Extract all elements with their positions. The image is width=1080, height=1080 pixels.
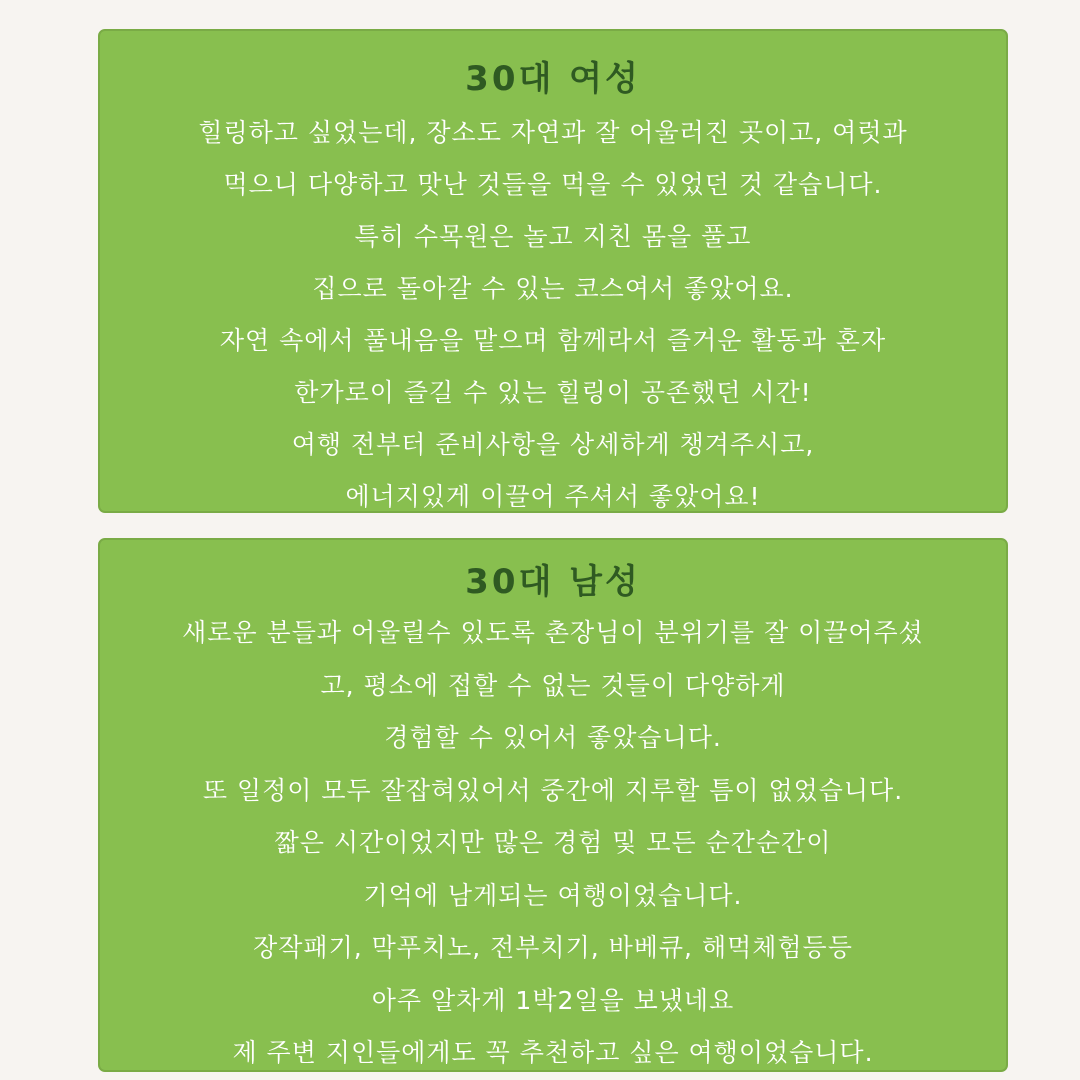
review-line: 경험할 수 있어서 좋았습니다. [384,723,722,752]
review-title: 30대 여성 [465,59,641,99]
review-line: 힐링하고 싶었는데, 장소도 자연과 잘 어울러진 곳이고, 여럿과 [198,118,908,147]
review-line: 새로운 분들과 어울릴수 있도록 촌장님이 분위기를 잘 이끌어주셨 [182,618,924,647]
review-line: 짧은 시간이었지만 많은 경험 및 모든 순간순간이 [274,828,832,857]
review-line: 장작패기, 막푸치노, 전부치기, 바베큐, 해먹체험등등 [253,933,853,962]
review-line: 아주 알차게 1박2일을 보냈네요 [371,985,735,1015]
review-line: 특히 수목원은 놀고 지친 몸을 풀고 [354,222,752,251]
review-line: 기억에 남게되는 여행이었습니다. [363,880,743,910]
review-line: 한가로이 즐길 수 있는 힐링이 공존했던 시간! [294,378,812,407]
review-line: 먹으니 다양하고 맛난 것들을 먹을 수 있었던 것 같습니다. [223,170,883,199]
review-line: 또 일정이 모두 잘잡혀있어서 중간에 지루할 틈이 없었습니다. [202,775,904,805]
review-card-male-30s [98,538,1008,1072]
review-text [100,107,1006,523]
review-line: 고, 평소에 접할 수 없는 것들이 다양하게 [320,670,786,700]
review-text [100,607,1006,1080]
review-line: 제 주변 지인들에게도 꼭 추천하고 싶은 여행이었습니다. [232,1038,874,1067]
review-line: 집으로 돌아갈 수 있는 코스여서 좋았어요. [312,274,794,303]
review-line: 여행 전부터 준비사항을 상세하게 챙겨주시고, [291,430,815,459]
review-card-female-30s [98,29,1008,513]
review-title: 30대 남성 [465,562,641,602]
review-line: 에너지있게 이끌어 주셔서 좋았어요! [345,482,761,511]
review-line: 자연 속에서 풀내음을 맡으며 함께라서 즐거운 활동과 혼자 [219,326,887,355]
